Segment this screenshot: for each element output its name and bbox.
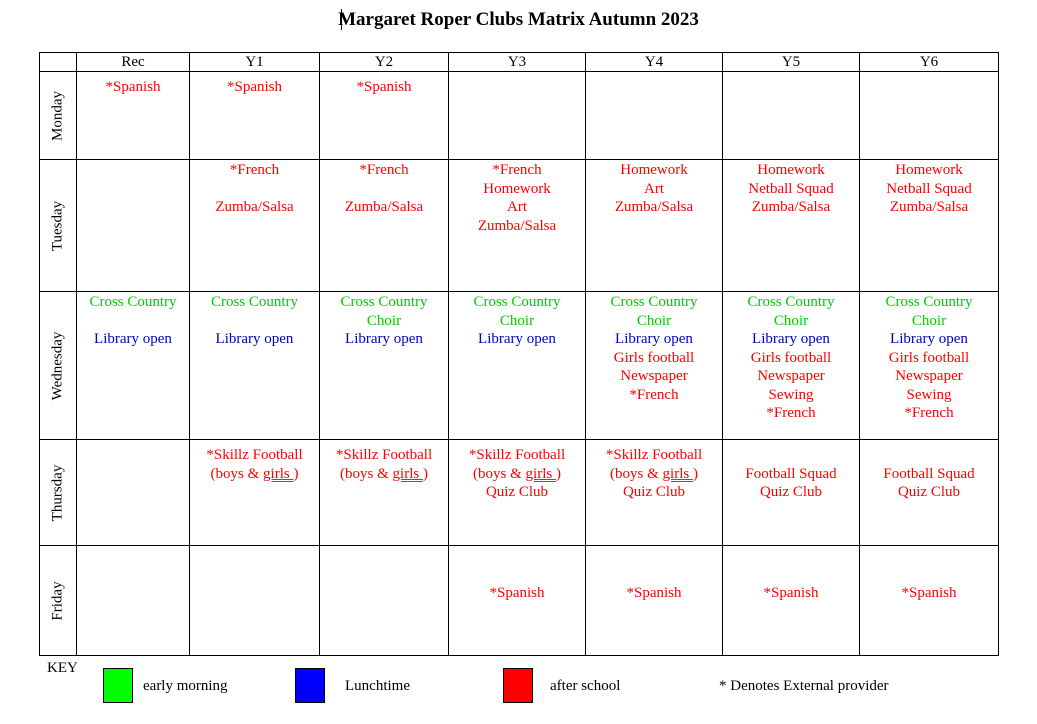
club-entry: Library open [478,331,556,347]
club-entry: *Skillz Football [206,447,303,463]
day-label: Thursday [49,464,66,521]
club-cell-rec [77,440,190,546]
club-entry: Zumba/Salsa [751,199,831,215]
day-label: Friday [49,580,66,621]
club-entry: Homework [895,162,963,178]
club-entry: *Spanish [356,79,412,95]
club-entry: *Skillz Football [468,447,566,463]
day-label-cell [40,546,77,656]
club-cell-y2 [320,160,449,292]
club-entry-text: ) [692,465,698,482]
club-entry: *Spanish [626,585,682,601]
day-label: Wednesday [49,331,66,400]
club-cell-y1 [190,546,320,656]
club-cell-rec [77,546,190,656]
club-entry-text: ) [293,465,299,482]
club-entry: Cross Country [885,294,973,310]
club-entry: Quiz Club [485,484,549,500]
spellcheck-underlined-text: girls [392,465,423,482]
club-entry: Library open [215,331,294,347]
club-cell-y3 [449,292,586,440]
club-entry-text: (boys & [473,465,526,482]
club-entry: Girls football [750,349,832,366]
day-label-cell [40,72,77,160]
club-entry [723,446,859,465]
club-entry: Zumba/Salsa [889,199,969,215]
club-cell-y2 [320,546,449,656]
club-entry: Choir [366,312,402,329]
club-cell-y5 [723,292,860,440]
club-cell-y1 [190,292,320,440]
day-label-cell [40,160,77,292]
lunchtime-label: Lunchtime [345,678,410,694]
club-entry [449,465,585,484]
early-morning-swatch [103,668,133,703]
club-entry: Newspaper [757,368,825,384]
club-entry: *French [904,405,954,421]
club-entry [320,465,448,484]
club-cell-y1 [190,160,320,292]
key-label: KEY [47,660,78,676]
club-cell-y2 [320,292,449,440]
club-entry [190,180,319,199]
lunchtime-swatch [295,668,325,703]
spellcheck-underlined-text: girls [662,465,693,482]
club-entry: *Skillz Football [335,447,433,463]
club-cell-y6 [860,546,999,656]
club-entry [586,465,722,484]
club-entry: Art [644,180,664,197]
club-entry [190,465,319,484]
club-cell-y4 [586,292,723,440]
club-entry: Choir [911,312,947,329]
club-entry: Choir [636,312,672,329]
club-entry: Sewing [906,386,952,403]
day-row-tuesday [40,160,999,292]
club-entry: Sewing [768,386,814,403]
club-entry: Girls football [888,349,970,366]
club-entry [320,180,448,199]
early-morning-label: early morning [143,678,228,694]
club-entry: Girls football [613,349,695,366]
club-cell-y6 [860,72,999,160]
after-school-label: after school [550,678,621,694]
club-cell-y6 [860,292,999,440]
day-row-monday [40,72,999,160]
club-entry: Quiz Club [759,484,823,500]
club-cell-y3 [449,440,586,546]
club-entry: Netball Squad [886,180,972,197]
club-entry: Zumba/Salsa [344,199,424,215]
club-cell-y3 [449,72,586,160]
club-entry: Cross Country [210,294,299,310]
header-y4: Y4 [586,53,723,72]
club-entry: Football Squad [745,465,837,482]
club-cell-rec [77,160,190,292]
day-row-friday [40,546,999,656]
club-cell-y3 [449,546,586,656]
club-cell-y5 [723,72,860,160]
spellcheck-underlined-text: girls [263,465,294,482]
club-entry: *French [492,162,542,178]
club-cell-y5 [723,546,860,656]
club-entry: Library open [94,331,172,347]
day-label: Monday [49,90,66,141]
club-cell-y4 [586,546,723,656]
corner-cell [40,53,77,72]
club-entry: *Spanish [105,79,161,95]
club-entry-text: (boys & [340,465,393,482]
club-entry: *Spanish [489,585,545,601]
club-entry: Newspaper [895,368,963,384]
club-entry: Quiz Club [622,484,686,500]
after-school-swatch [503,668,533,703]
header-y2: Y2 [320,53,449,72]
club-entry: *Spanish [901,585,957,601]
header-y3: Y3 [449,53,586,72]
club-cell-y5 [723,440,860,546]
club-cell-y2 [320,440,449,546]
club-cell-y4 [586,72,723,160]
club-entry-text: ) [422,465,428,482]
club-entry: Art [507,199,527,215]
club-cell-rec [77,72,190,160]
day-row-thursday [40,440,999,546]
club-entry: *French [766,405,816,421]
club-cell-rec [77,292,190,440]
club-entry: Football Squad [883,465,975,482]
club-entry: Netball Squad [748,180,834,197]
club-entry: *French [359,162,409,178]
club-cell-y4 [586,160,723,292]
club-entry: *Skillz Football [605,447,703,463]
day-label-cell [40,292,77,440]
external-provider-note: * Denotes External provider [719,678,889,694]
club-entry: *Spanish [226,79,282,95]
club-entry: *French [229,162,280,178]
club-entry: Choir [773,312,809,329]
club-entry: Quiz Club [897,484,961,500]
club-entry [77,312,189,331]
header-y1: Y1 [190,53,320,72]
club-cell-y6 [860,440,999,546]
club-cell-y6 [860,160,999,292]
club-cell-y2 [320,72,449,160]
club-entry: Cross Country [610,294,698,310]
club-cell-y4 [586,440,723,546]
club-entry: Homework [483,180,551,197]
club-entry: Library open [890,331,968,347]
club-cell-y5 [723,160,860,292]
club-entry-text: (boys & [610,465,663,482]
day-label: Tuesday [49,200,66,251]
club-entry: Cross Country [89,294,177,310]
header-rec: Rec [77,53,190,72]
day-label-cell [40,440,77,546]
header-y6: Y6 [860,53,999,72]
club-entry: Cross Country [747,294,835,310]
club-entry: Library open [615,331,693,347]
page-title: Margaret Roper Clubs Matrix Autumn 2023 [338,9,699,30]
club-entry: *French [629,386,679,403]
club-cell-y1 [190,440,320,546]
club-entry: Zumba/Salsa [477,217,557,234]
club-entry [860,446,998,465]
club-entry [190,312,319,331]
club-entry: Zumba/Salsa [614,199,694,215]
club-entry: Library open [345,331,423,347]
club-cell-y1 [190,72,320,160]
club-entry: Cross Country [473,294,561,310]
club-entry: Homework [757,162,825,178]
header-y5: Y5 [723,53,860,72]
club-entry: Library open [752,331,830,347]
club-cell-y3 [449,160,586,292]
club-entry: Choir [499,312,535,329]
club-entry: Homework [620,162,688,178]
clubs-matrix-table [39,52,999,656]
club-entry: Cross Country [340,294,428,310]
club-entry: *Spanish [763,585,819,601]
club-entry: Newspaper [620,368,688,384]
club-entry-text: (boys & [210,465,264,482]
club-entry: Zumba/Salsa [215,199,294,215]
spellcheck-underlined-text: girls [525,465,556,482]
club-entry-text: ) [555,465,561,482]
day-row-wednesday [40,292,999,440]
header-row [40,53,999,72]
